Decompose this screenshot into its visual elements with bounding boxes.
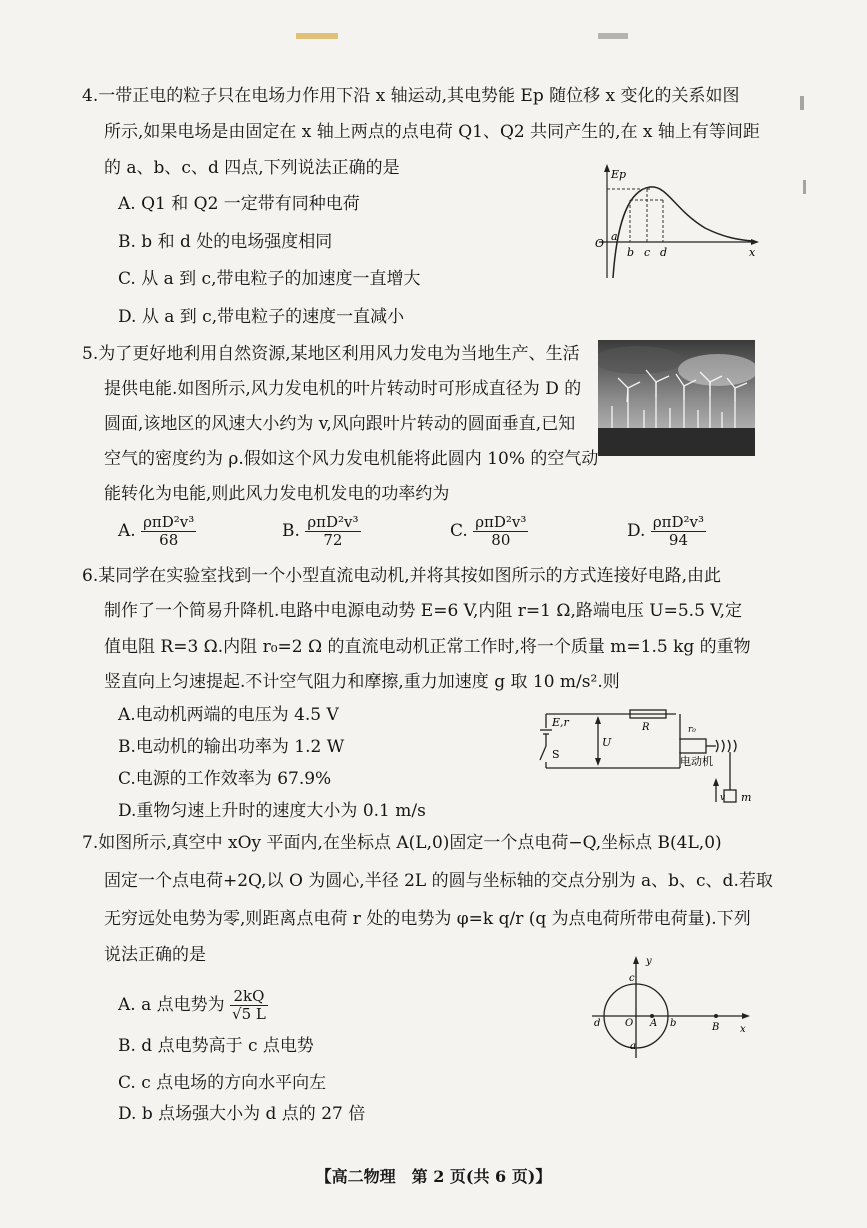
- question-text: 无穷远处电势为零,则距离点电荷 r 处的电势为 φ=k q/r (q 为点电荷所带电荷量).下列: [104, 909, 751, 929]
- option-label: A.: [118, 521, 136, 541]
- question-text: 5.为了更好地利用自然资源,某地区利用风力发电为当地生产、生活: [82, 344, 580, 364]
- wind-turbine-photo: [598, 340, 755, 456]
- fraction: $\frac{\text{ρπD²v³}}{94}$: [652, 513, 705, 549]
- option-d[interactable]: D. b 点场强大小为 d 点的 27 倍: [118, 1104, 366, 1124]
- question-text: 说法正确的是: [104, 945, 206, 965]
- question-text: 所示,如果电场是由固定在 x 轴上两点的点电荷 Q1、Q2 共同产生的,在 x 轴上有等间距: [104, 122, 760, 142]
- motor-label: 电动机: [680, 755, 713, 768]
- mass-label: m: [741, 791, 752, 804]
- ep-x-graph: [595, 160, 765, 285]
- switch-label: S: [552, 748, 560, 761]
- option-label: B.: [282, 521, 300, 541]
- voltage-label: U: [602, 736, 612, 749]
- fraction: $\frac{\text{ρπD²v³}}{68}$: [143, 513, 195, 549]
- option-a[interactable]: [118, 514, 196, 549]
- x-axis-label: x: [740, 1024, 746, 1035]
- question-text: 6.某同学在实验室找到一个小型直流电动机,并将其按如图所示的方式连接好电路,由此: [82, 566, 722, 586]
- fraction: $\frac{\text{ρπD²v³}}{72}$: [307, 513, 359, 549]
- coordinate-diagram: [588, 954, 758, 1062]
- option-d[interactable]: [627, 514, 706, 549]
- point-a-charge: A: [650, 1018, 658, 1029]
- question-text: 的 a、b、c、d 四点,下列说法正确的是: [104, 158, 400, 178]
- option-b[interactable]: B.电动机的输出功率为 1.2 W: [118, 737, 345, 757]
- option-b[interactable]: B. d 点电势高于 c 点电势: [118, 1036, 314, 1056]
- velocity-label: v: [720, 793, 726, 803]
- question-text: 4.一带正电的粒子只在电场力作用下沿 x 轴运动,其电势能 Ep 随位移 x 变化的关系如图: [82, 86, 740, 106]
- header-mark: [598, 33, 628, 39]
- point-a: a: [630, 1041, 636, 1052]
- option-label: A. a 点电势为: [118, 995, 225, 1015]
- graph-origin: O: [595, 237, 605, 250]
- circuit-diagram: [538, 702, 763, 812]
- option-c[interactable]: C. c 点电场的方向水平向左: [118, 1073, 327, 1093]
- question-text: 制作了一个简易升降机.电路中电源电动势 E=6 V,内阻 r=1 Ω,路端电压 U=5.5 V,定: [104, 601, 743, 621]
- graph-xlabel: x: [749, 246, 756, 259]
- graph-ylabel: Ep: [611, 168, 627, 181]
- question-text: 提供电能.如图所示,风力发电机的叶片转动时可形成直径为 D 的: [104, 379, 582, 399]
- option-d[interactable]: D.重物匀速上升时的速度大小为 0.1 m/s: [118, 801, 426, 821]
- option-c[interactable]: C.电源的工作效率为 67.9%: [118, 769, 332, 789]
- question-text: 空气的密度约为 ρ.假如这个风力发电机能将此圆内 10% 的空气动: [104, 449, 599, 469]
- option-a[interactable]: [118, 988, 268, 1023]
- point-label: a: [611, 230, 618, 243]
- point-b: b: [670, 1018, 677, 1029]
- option-b[interactable]: [282, 514, 361, 549]
- point-c: c: [629, 973, 635, 984]
- option-a[interactable]: A. Q1 和 Q2 一定带有同种电荷: [118, 194, 360, 214]
- question-text: 7.如图所示,真空中 xOy 平面内,在坐标点 A(L,0)固定一个点电荷−Q,坐标点 B(4L,0): [82, 833, 722, 853]
- point-o: O: [625, 1018, 634, 1029]
- margin-mark: [800, 96, 804, 110]
- option-label: D.: [627, 521, 646, 541]
- option-b[interactable]: B. b 和 d 处的电场强度相同: [118, 232, 333, 252]
- question-text: 能转化为电能,则此风力发电机发电的功率约为: [104, 484, 450, 504]
- fraction: $\frac{2kQ}{√5 L}$: [232, 987, 266, 1023]
- question-text: 值电阻 R=3 Ω.内阻 r₀=2 Ω 的直流电动机正常工作时,将一个质量 m=1.5 kg 的重物: [104, 637, 751, 657]
- page-footer: 【高二物理 第 2 页(共 6 页)】: [315, 1167, 552, 1186]
- point-label: c: [644, 246, 651, 259]
- y-axis-label: y: [646, 956, 652, 967]
- point-label: b: [627, 246, 635, 259]
- option-d[interactable]: D. 从 a 到 c,带电粒子的速度一直减小: [118, 307, 405, 327]
- motor-resistance-label: r₀: [688, 725, 696, 735]
- question-text: 圆面,该地区的风速大小约为 v,风向跟叶片转动的圆面垂直,已知: [104, 414, 576, 434]
- option-c[interactable]: [450, 514, 528, 549]
- option-label: C.: [450, 521, 468, 541]
- option-a[interactable]: A.电动机两端的电压为 4.5 V: [118, 705, 339, 725]
- point-label: d: [660, 246, 668, 259]
- source-label: E,r: [552, 716, 569, 729]
- header-mark: [296, 33, 338, 39]
- point-b-charge: B: [712, 1022, 720, 1033]
- margin-mark: [803, 180, 806, 194]
- point-d: d: [594, 1018, 601, 1029]
- question-text: 竖直向上匀速提起.不计空气阻力和摩擦,重力加速度 g 取 10 m/s².则: [104, 672, 620, 692]
- resistor-label: R: [642, 722, 650, 733]
- fraction: $\frac{\text{ρπD²v³}}{80}$: [475, 513, 527, 549]
- question-text: 固定一个点电荷+2Q,以 O 为圆心,半径 2L 的圆与坐标轴的交点分别为 a、b、c、d.若取: [104, 871, 773, 891]
- option-c[interactable]: C. 从 a 到 c,带电粒子的加速度一直增大: [118, 269, 421, 289]
